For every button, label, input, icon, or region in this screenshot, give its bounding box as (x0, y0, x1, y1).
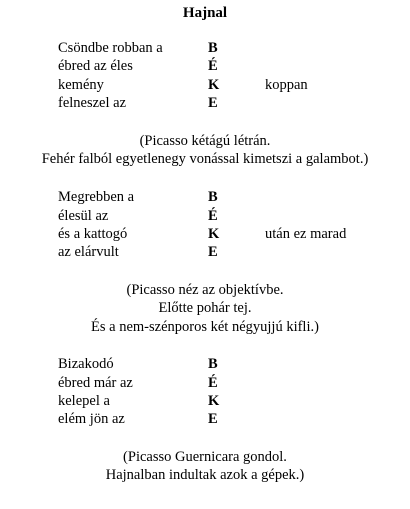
stanza-line (0, 189, 410, 207)
acrostic-letter: B (208, 40, 218, 56)
line-text: Csöndbe robban a (58, 40, 163, 56)
stanza-line (0, 226, 410, 244)
note-line: Fehér falból egyetlenegy vonással kimetszi a galambot.) (41, 151, 369, 167)
note-line: (Picasso néz az objektívbe. (126, 282, 284, 298)
stanza-line (0, 411, 410, 429)
stanza-line (0, 208, 410, 226)
note-line: És a nem-szénporos két négyujjú kifli.) (91, 319, 319, 335)
line-text: kemény (58, 77, 104, 93)
acrostic-letter: K (208, 226, 220, 242)
note-line: Hajnalban indultak azok a gépek.) (105, 467, 305, 483)
line-text: kelepel a (58, 393, 110, 409)
line-text: ébred az éles (58, 58, 133, 74)
stanza-line (0, 58, 410, 76)
stanza-line (0, 40, 410, 58)
stanza-line (0, 375, 410, 393)
line-text: Bizakodó (58, 356, 114, 372)
stanza-line (0, 356, 410, 374)
acrostic-letter: K (208, 77, 220, 93)
acrostic-letter: K (208, 393, 220, 409)
line-text: elém jön az (58, 411, 125, 427)
stanza-line (0, 95, 410, 113)
acrostic-letter: É (208, 375, 218, 391)
line-text: élesül az (58, 208, 109, 224)
acrostic-letter: E (208, 244, 218, 260)
note-line: (Picasso Guernicara gondol. (123, 449, 287, 465)
line-text: és a kattogó (58, 226, 128, 242)
line-text: Megrebben a (58, 189, 135, 205)
acrostic-letter: B (208, 356, 218, 372)
note-line: (Picasso kétágú létrán. (139, 133, 271, 149)
note-line: Előtte pohár tej. (158, 300, 252, 316)
stanza-line (0, 393, 410, 411)
acrostic-letter: É (208, 58, 218, 74)
line-text: ébred már az (58, 375, 133, 391)
poem-title: Hajnal (182, 5, 228, 21)
acrostic-letter: E (208, 411, 218, 427)
acrostic-letter: É (208, 208, 218, 224)
acrostic-letter: E (208, 95, 218, 111)
line-text: az elárvult (58, 244, 119, 260)
stanza-line (0, 77, 410, 95)
stanza-line (0, 244, 410, 262)
acrostic-letter: B (208, 189, 218, 205)
side-text: után ez marad (265, 226, 347, 242)
side-text: koppan (265, 77, 308, 93)
line-text: felneszel az (58, 95, 127, 111)
